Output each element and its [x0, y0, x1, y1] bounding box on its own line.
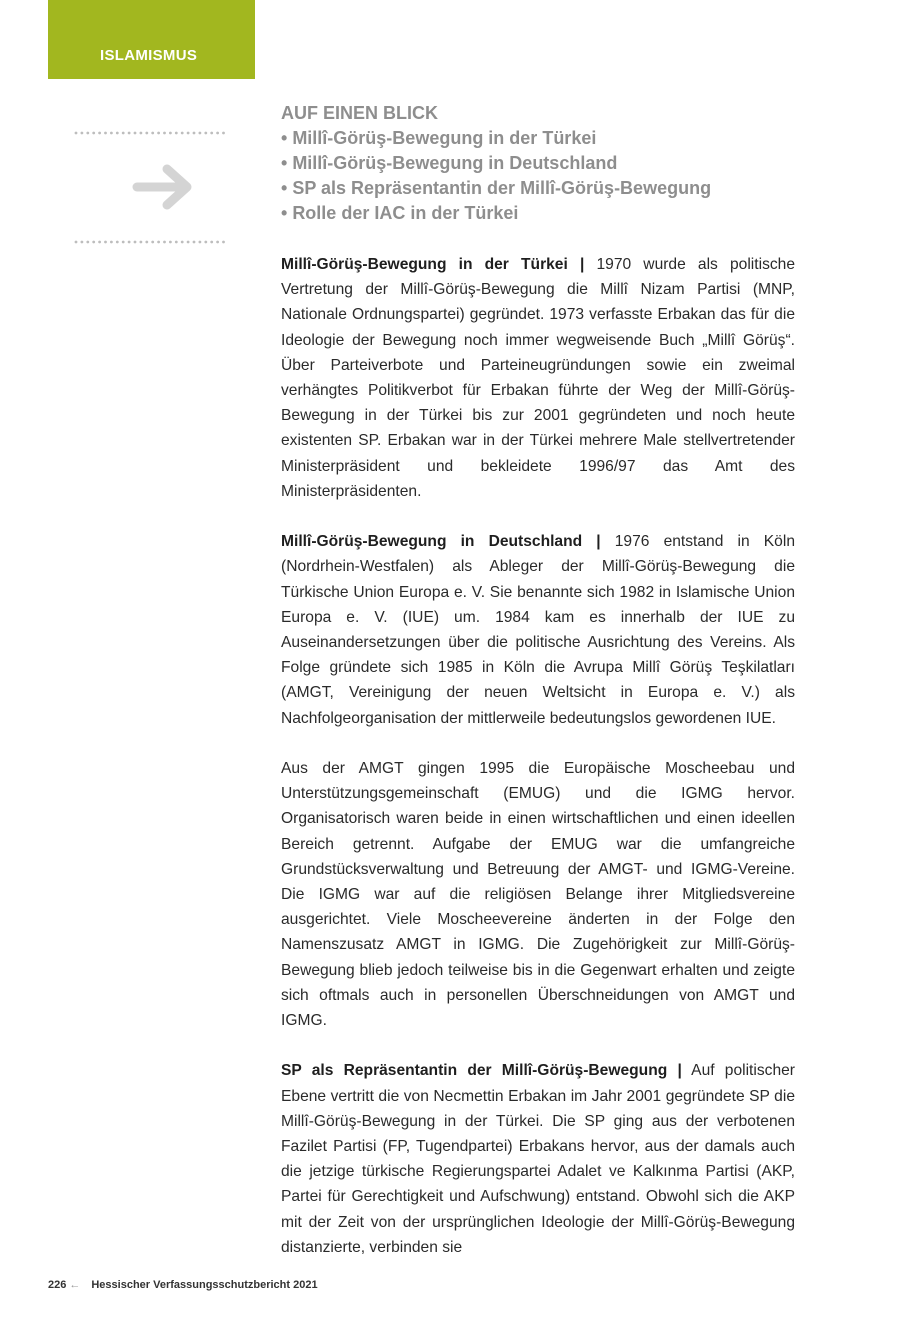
dotted-divider-top [74, 131, 226, 135]
overview-item: • SP als Repräsentantin der Millî-Görüş-Bewegung [281, 176, 801, 201]
overview-item: • Rolle der IAC in der Türkei [281, 201, 801, 226]
paragraph-text: Auf politischer Ebene vertritt die von Necmettin Erbakan im Jahr 2001 gegründete SP die Millî-Görüş-Bewegung in der Türkei. Die SP ging aus der verbotenen Fazilet Partisi (FP, Tugendpartei) Erbakans hervor, aus der damals auch die jetzige türkische Regierungspartei Adalet ve Kalkınma Partisi (AKP, Partei für Gerechtigkeit und Aufschwung) entstand. Obwohl sich die AKP mit der Zeit von der ursprünglichen Ideologie der Millî-Görüş-Bewegung distanzierte, verbinden sie [281, 1062, 795, 1256]
paragraph-amgt [281, 756, 795, 1033]
paragraph-lead: Millî-Görüş-Bewegung in Deutschland | [281, 533, 601, 551]
publication-title: Hessischer Verfassungsschutzbericht 2021 [91, 1279, 318, 1291]
overview-list [281, 126, 801, 226]
overview-heading: AUF EINEN BLICK [281, 103, 438, 123]
paragraph-sp [281, 1058, 795, 1260]
paragraph-text: Aus der AMGT gingen 1995 die Europäische Moscheebau und Unterstützungsgemeinschaft (EMUG) und die IGMG hervor. Organisatorisch waren beide in einen wirtschaftlichen und einen ideellen Bereich getrennt. Aufgabe der EMUG war die umfangreiche Grundstücksverwaltung und Betreuung der AMGT- und IGMG-Vereine. Die IGMG war auf die religiösen Belange ihrer Mitgliedsvereine ausgerichtet. Viele Moscheevereine änderten in der Folge den Namenszusatz AMGT in IGMG. Die Zugehörigkeit zur Millî-Görüş-Bewegung blieb jedoch teilweise bis in die Gegenwart erhalten und zeigte sich oftmals auch in personellen Überschneidungen von AMGT und IGMG. [281, 760, 795, 1030]
article-body [281, 252, 795, 1285]
paragraph-lead: Millî-Görüş-Bewegung in der Türkei | [281, 256, 585, 273]
page-footer [48, 1279, 318, 1291]
paragraph-germany [281, 529, 795, 731]
overview-item: • Millî-Görüş-Bewegung in Deutschland [281, 151, 801, 176]
paragraph-text: 1970 wurde als politische Vertretung der Millî-Görüş-Bewegung die Millî Nizam Partisi (MNP, Nationale Ordnungspartei) gegründet. 1973 verfasste Erbakan das für die Ideologie der Bewegung noch immer wegweisende Buch „Millî Görüş“. Über Parteiverbote und Parteineugründungen sowie ein zweimal verhängtes Politikverbot für Erbakan führte der Weg der Millî-Görüş-Bewegung in der Türkei bis zur 2001 gegründeten und noch heute existenten SP. Erbakan war in der Türkei mehrere Male stellvertretender Ministerpräsident und bekleidete 1996/97 das Amt des Ministerpräsidenten. [281, 256, 796, 500]
section-label: ISLAMISMUS [100, 47, 198, 64]
overview-box [281, 101, 801, 226]
dotted-divider-bottom [74, 240, 226, 244]
paragraph-turkey [281, 252, 795, 504]
paragraph-lead: SP als Repräsentantin der Millî-Görüş-Bewegung | [281, 1062, 682, 1080]
section-tab [48, 0, 255, 79]
arrow-right-icon [131, 162, 195, 212]
overview-item: • Millî-Görüş-Bewegung in der Türkei [281, 126, 801, 151]
arrow-left-icon: ← [69, 1279, 81, 1291]
page-number: 226 [48, 1279, 67, 1291]
paragraph-text: 1976 entstand in Köln (Nordrhein-Westfalen) als Ableger der Millî-Görüş-Bewegung die Türkische Union Europa e. V. Sie benannte sich 1982 in Islamische Union Europa e. V. (IUE) um. 1984 kam es innerhalb der IUE zu Auseinandersetzungen über die politische Ausrichtung des Vereins. Als Folge gründete sich 1985 in Köln die Avrupa Millî Görüş Teşkilatları (AMGT, Vereinigung der neuen Weltsicht in Europa e. V.) als Nachfolgeorganisation der mittlerweile bedeutungslos gewordenen IUE. [281, 533, 795, 727]
